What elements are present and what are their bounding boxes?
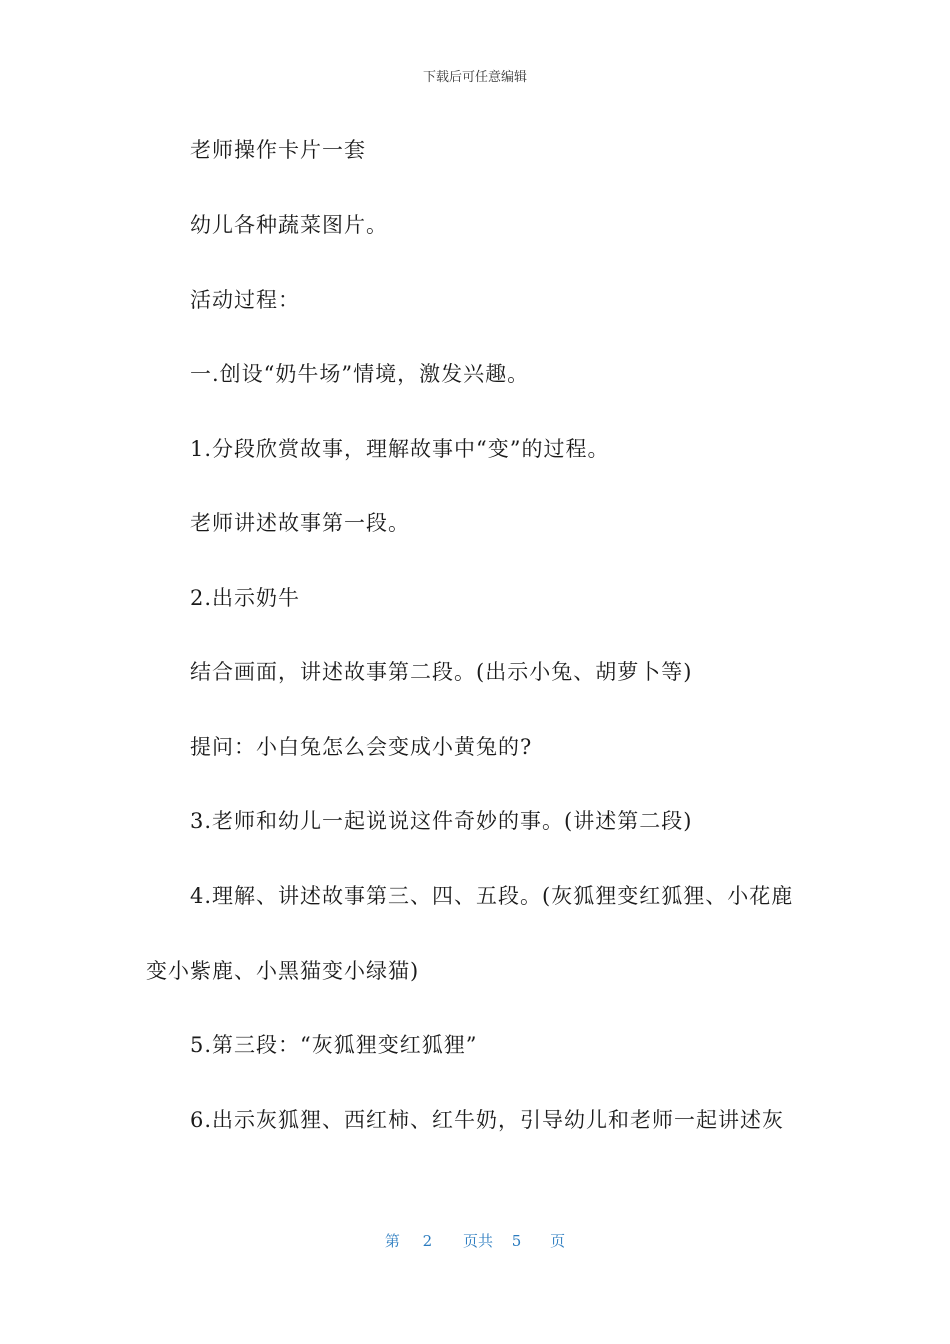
page-label-pre: 第: [384, 1232, 400, 1250]
paragraph-line: 3.老师和幼儿一起说说这件奇妙的事。(讲述第二段): [190, 809, 693, 833]
page-label-post: 页: [550, 1232, 566, 1250]
paragraph-line: 老师操作卡片一套: [190, 138, 366, 162]
paragraph-line: 2.出示奶牛: [190, 586, 301, 610]
page-current: 2: [422, 1232, 433, 1250]
page-footer: [0, 1230, 950, 1251]
paragraph-line: 4.理解、讲述故事第三、四、五段。(灰狐狸变红狐狸、小花鹿: [190, 884, 794, 908]
paragraph-line: 老师讲述故事第一段。: [190, 511, 410, 535]
page-label-mid: 页共: [462, 1232, 493, 1250]
page-header: 下载后可任意编辑: [422, 70, 527, 85]
paragraph-line: 6.出示灰狐狸、西红柿、红牛奶，引导幼儿和老师一起讲述灰: [190, 1108, 785, 1132]
paragraph-line: 一.创设“奶牛场”情境，激发兴趣。: [190, 362, 530, 386]
paragraph-line: 1.分段欣赏故事，理解故事中“变”的过程。: [190, 437, 610, 461]
paragraph-line: 幼儿各种蔬菜图片。: [190, 213, 388, 237]
paragraph-line: 变小紫鹿、小黑猫变小绿猫): [146, 959, 420, 983]
paragraph-line: 5.第三段：“灰狐狸变红狐狸”: [190, 1033, 478, 1057]
paragraph-line: 结合画面，讲述故事第二段。(出示小兔、胡萝卜等): [190, 660, 693, 684]
paragraph-line: 提问：小白兔怎么会变成小黄兔的?: [190, 735, 533, 759]
page-total: 5: [511, 1232, 522, 1250]
paragraph-line: 活动过程：: [190, 288, 300, 312]
